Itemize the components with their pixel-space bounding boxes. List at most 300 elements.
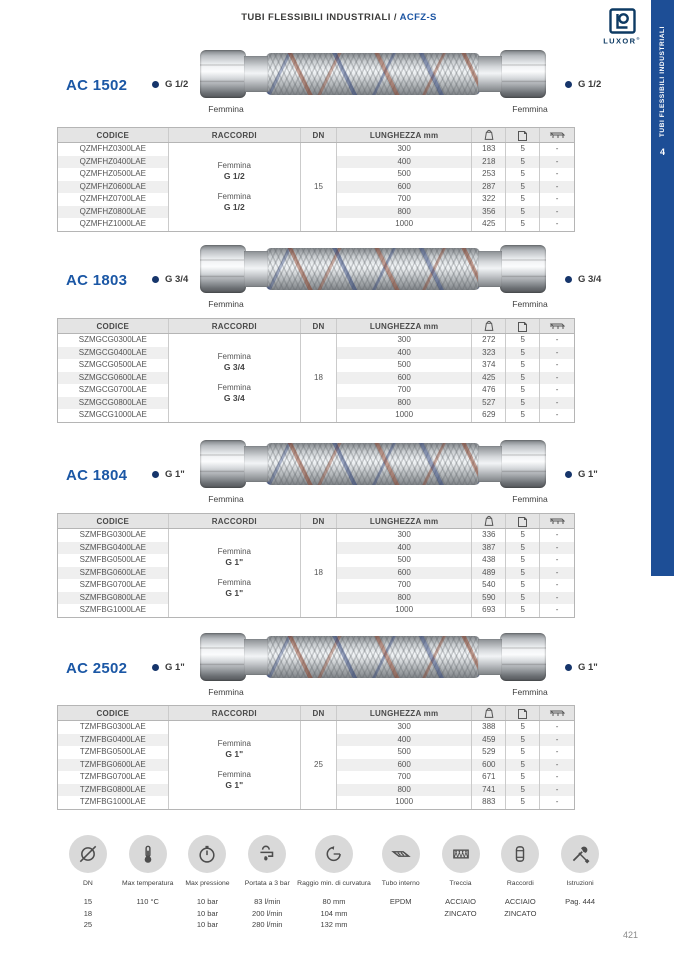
hose-left-collar [244, 56, 268, 92]
end-type-label-left: Femmina [208, 104, 244, 114]
raccordi-type: Femmina [217, 770, 251, 780]
col-header-codice: CODICE [96, 516, 130, 526]
confezione-cell: 5 [520, 605, 525, 614]
codice-cell: SZMFBG0700LAE [79, 580, 146, 589]
lunghezza-cell: 400 [337, 156, 471, 169]
spec-instructions: Istruzioni Pag. 444 [550, 835, 610, 931]
lunghezza-cell: 400 [337, 347, 471, 360]
hose-right-nut [500, 440, 546, 488]
dn-diameter-icon [69, 835, 107, 873]
lunghezza-cell: 300 [397, 144, 411, 153]
lunghezza-cell: 1000 [395, 219, 414, 228]
peso-cell: 438 [482, 555, 496, 564]
peso-cell: 323 [472, 347, 505, 360]
hose-product-image [200, 242, 546, 296]
fitting-size-label: G 3/4 [578, 274, 602, 285]
chapter-tab-label: TUBI FLESSIBILI INDUSTRIALI [659, 26, 666, 138]
pallet-cell: - [555, 722, 559, 731]
pallet-cell: - [540, 156, 574, 169]
codice-cell: TZMFBG1000LAE [79, 797, 146, 806]
raccordi-size: G 1" [225, 748, 244, 759]
pallet-cell: - [555, 219, 559, 228]
pallet-cell: - [555, 385, 559, 394]
registered-mark: ® [636, 36, 641, 41]
codice-cell: QZMFHZ0600LAE [58, 181, 168, 194]
col-header-lunghezza: LUNGHEZZA mm [336, 514, 471, 528]
raccordi-merged-cell [168, 529, 300, 617]
confezione-cell: 5 [506, 206, 539, 219]
hose-product-image [200, 437, 546, 491]
bullet-icon [152, 471, 159, 478]
pallet-cell: - [540, 759, 574, 772]
peso-cell: 527 [472, 397, 505, 410]
codice-cell: SZMGCG0300LAE [78, 335, 147, 344]
table-body [58, 143, 574, 231]
lunghezza-cell: 800 [337, 784, 471, 797]
hose-right-collar [478, 251, 502, 287]
end-type-label-left: Femmina [208, 687, 244, 697]
hose-left-nut [200, 440, 246, 488]
hose-left-collar [244, 446, 268, 482]
bullet-icon [565, 81, 572, 88]
flow-rate-icon [248, 835, 286, 873]
lunghezza-cell: 500 [397, 747, 411, 756]
col-header-codice: CODICE [96, 321, 130, 331]
confezione-cell: 5 [506, 734, 539, 747]
dn-merged-cell [300, 529, 336, 617]
peso-cell: 425 [472, 372, 505, 385]
col-header-raccordi: RACCORDI [168, 319, 300, 333]
package-quantity-icon [505, 706, 539, 720]
pallet-column [539, 721, 574, 809]
raccordi-block [218, 547, 251, 568]
raccordi-size: G 3/4 [223, 361, 245, 372]
raccordi-size: G 3/4 [223, 393, 245, 404]
hose-right-nut [500, 633, 546, 681]
raccordi-type: Femmina [217, 192, 251, 202]
end-type-label-right: Femmina [512, 687, 548, 697]
instructions-icon [561, 835, 599, 873]
left-fitting-spec [152, 662, 185, 673]
confezione-cell: 5 [506, 784, 539, 797]
spec-max-pressure: Max pressione 10 bar 10 bar 10 bar [178, 835, 238, 931]
raccordi-block [218, 739, 251, 760]
left-fitting-spec [152, 79, 188, 90]
dn-value: 18 [314, 568, 323, 578]
lunghezza-cell: 1000 [395, 410, 414, 419]
hose-braided-body [266, 636, 480, 678]
weight-grams-icon [471, 706, 505, 720]
raccordi-type: Femmina [217, 578, 251, 588]
raccordi-merged-cell [168, 721, 300, 809]
codice-cell: QZMFHZ1000LAE [79, 219, 146, 228]
col-header-raccordi: RACCORDI [168, 514, 300, 528]
codice-cell: TZMFBG0600LAE [58, 759, 168, 772]
pallet-cell: - [540, 347, 574, 360]
product-section-ac1804 [0, 437, 678, 507]
lunghezza-cell: 300 [397, 530, 411, 539]
lunghezza-cell: 500 [397, 169, 411, 178]
confezione-cell: 5 [520, 169, 525, 178]
peso-column [471, 721, 505, 809]
hose-right-nut [500, 50, 546, 98]
peso-cell: 388 [482, 722, 496, 731]
end-type-label-right: Femmina [512, 494, 548, 504]
hose-right-collar [478, 446, 502, 482]
hose-left-nut [200, 245, 246, 293]
raccordi-type: Femmina [217, 738, 251, 748]
codice-cell: SZMFBG0600LAE [58, 567, 168, 580]
peso-cell: 883 [482, 797, 496, 806]
raccordi-type: Femmina [217, 383, 251, 393]
codice-cell: SZMGCG0500LAE [78, 360, 147, 369]
peso-cell: 356 [472, 206, 505, 219]
col-header-lunghezza: LUNGHEZZA mm [336, 319, 471, 333]
raccordi-block [218, 352, 251, 373]
right-fitting-spec [565, 662, 598, 673]
bullet-icon [152, 276, 159, 283]
peso-cell: 253 [482, 169, 496, 178]
hose-right-collar [478, 56, 502, 92]
table-header-row [58, 706, 574, 721]
hose-right-nut [500, 245, 546, 293]
product-code: AC 1804 [66, 467, 128, 484]
codice-cell: QZMFHZ0500LAE [79, 169, 146, 178]
product-table-ac1502 [57, 127, 575, 232]
hose-product-image [200, 47, 546, 101]
package-quantity-icon [505, 128, 539, 142]
codice-cell: TZMFBG0400LAE [58, 734, 168, 747]
raccordi-merged-cell [168, 334, 300, 422]
confezione-cell: 5 [520, 772, 525, 781]
raccordi-size: G 1" [225, 780, 244, 791]
col-header-codice: CODICE [96, 708, 130, 718]
confezione-cell: 5 [520, 530, 525, 539]
peso-cell: 741 [472, 784, 505, 797]
pallet-cell: - [555, 605, 559, 614]
end-type-label-right: Femmina [512, 299, 548, 309]
hose-braided-body [266, 53, 480, 95]
col-header-lunghezza: LUNGHEZZA mm [336, 128, 471, 142]
confezione-cell: 5 [506, 759, 539, 772]
spec-inner-tube: Tubo interno EPDM [371, 835, 431, 931]
bullet-icon [565, 276, 572, 283]
spec-braid: Treccia ACCIAIO ZINCATO [431, 835, 491, 931]
col-header-dn: DN [300, 514, 336, 528]
peso-cell: 425 [482, 219, 496, 228]
fitting-size-label: G 1/2 [578, 79, 602, 90]
lunghezza-cell: 700 [397, 772, 411, 781]
product-section-ac1803 [0, 242, 678, 312]
codice-column [58, 334, 168, 422]
lunghezza-cell: 300 [397, 722, 411, 731]
peso-cell: 387 [472, 542, 505, 555]
pallet-cell: - [555, 144, 559, 153]
fitting-size-label: G 1" [578, 662, 598, 673]
peso-cell: 218 [472, 156, 505, 169]
hose-braided-body [266, 443, 480, 485]
peso-cell: 476 [482, 385, 496, 394]
lunghezza-column [336, 334, 471, 422]
codice-cell: SZMGCG0700LAE [78, 385, 147, 394]
confezione-column [505, 529, 539, 617]
lunghezza-cell: 800 [337, 592, 471, 605]
confezione-cell: 5 [520, 722, 525, 731]
peso-cell: 374 [482, 360, 496, 369]
fitting-size-label: G 3/4 [165, 274, 189, 285]
col-header-raccordi: RACCORDI [168, 128, 300, 142]
confezione-column [505, 143, 539, 231]
pallet-cell: - [540, 372, 574, 385]
dn-value: 15 [314, 182, 323, 192]
codice-cell: TZMFBG0700LAE [79, 772, 146, 781]
product-table-ac2502 [57, 705, 575, 810]
lunghezza-cell: 700 [397, 194, 411, 203]
peso-cell: 489 [472, 567, 505, 580]
pallet-cell: - [540, 397, 574, 410]
dn-value: 25 [314, 760, 323, 770]
col-header-dn: DN [300, 128, 336, 142]
peso-cell: 629 [482, 410, 496, 419]
codice-cell: SZMGCG1000LAE [78, 410, 147, 419]
brand-name: LUXOR® [603, 36, 641, 46]
page-title-series-code: ACFZ-S [399, 12, 437, 23]
table-body [58, 721, 574, 809]
technical-specs-strip [58, 835, 610, 931]
peso-column [471, 529, 505, 617]
peso-cell: 671 [482, 772, 496, 781]
pallet-cell: - [540, 592, 574, 605]
spec-bend-radius: Raggio min. di curvatura 80 mm 104 mm 132 mm [297, 835, 371, 931]
product-table-ac1804 [57, 513, 575, 618]
hose-braided-body [266, 248, 480, 290]
package-quantity-icon [505, 514, 539, 528]
fittings-icon [501, 835, 539, 873]
chapter-tab-number: 4 [659, 147, 665, 158]
lunghezza-cell: 600 [337, 567, 471, 580]
confezione-cell: 5 [520, 360, 525, 369]
codice-cell: QZMFHZ0300LAE [79, 144, 146, 153]
pallet-cell: - [540, 784, 574, 797]
confezione-cell: 5 [506, 567, 539, 580]
spec-flow-rate: Portata a 3 bar 83 l/min 200 l/min 280 l/min [237, 835, 297, 931]
peso-cell: 322 [482, 194, 496, 203]
peso-cell: 287 [472, 181, 505, 194]
codice-cell: QZMFHZ0700LAE [79, 194, 146, 203]
confezione-cell: 5 [520, 219, 525, 228]
pallet-cell: - [555, 797, 559, 806]
codice-cell: SZMGCG0400LAE [58, 347, 168, 360]
lunghezza-cell: 600 [337, 759, 471, 772]
table-header-row [58, 128, 574, 143]
product-code: AC 1502 [66, 77, 128, 94]
lunghezza-column [336, 721, 471, 809]
page-title-main: TUBI FLESSIBILI INDUSTRIALI / [241, 12, 397, 23]
max-pressure-icon [188, 835, 226, 873]
peso-cell: 183 [482, 144, 496, 153]
right-fitting-spec [565, 274, 601, 285]
product-code: AC 2502 [66, 660, 128, 677]
lunghezza-cell: 500 [397, 555, 411, 564]
table-header-row [58, 319, 574, 334]
table-body [58, 529, 574, 617]
pallet-cell: - [555, 410, 559, 419]
confezione-cell: 5 [506, 347, 539, 360]
pallet-cell: - [555, 360, 559, 369]
raccordi-block [218, 578, 251, 599]
raccordi-size: G 1/2 [223, 170, 245, 181]
brand-logo [600, 8, 644, 46]
right-fitting-spec [565, 79, 601, 90]
lunghezza-cell: 300 [397, 335, 411, 344]
codice-cell: SZMGCG0800LAE [58, 397, 168, 410]
pallet-cell: - [555, 169, 559, 178]
bullet-icon [152, 81, 159, 88]
lunghezza-cell: 500 [397, 360, 411, 369]
confezione-cell: 5 [520, 580, 525, 589]
pallet-cell: - [555, 530, 559, 539]
product-table-ac1803 [57, 318, 575, 423]
spec-dn: DN 15 18 25 [58, 835, 118, 931]
hose-left-nut [200, 633, 246, 681]
col-header-raccordi: RACCORDI [168, 706, 300, 720]
fitting-size-label: G 1" [165, 469, 185, 480]
lunghezza-cell: 1000 [395, 797, 414, 806]
codice-cell: TZMFBG0300LAE [79, 722, 146, 731]
spec-max-temperature: Max temperatura 110 °C [118, 835, 178, 931]
confezione-cell: 5 [520, 747, 525, 756]
codice-cell: TZMFBG0800LAE [58, 784, 168, 797]
lunghezza-cell: 400 [337, 734, 471, 747]
hose-left-collar [244, 251, 268, 287]
right-fitting-spec [565, 469, 598, 480]
weight-grams-icon [471, 514, 505, 528]
confezione-cell: 5 [520, 385, 525, 394]
bullet-icon [565, 664, 572, 671]
hose-right-collar [478, 639, 502, 675]
confezione-cell: 5 [506, 181, 539, 194]
lunghezza-cell: 800 [337, 397, 471, 410]
dn-merged-cell [300, 721, 336, 809]
raccordi-size: G 1" [225, 588, 244, 599]
page-title [0, 12, 678, 23]
pallet-icon [539, 128, 574, 142]
lunghezza-column [336, 529, 471, 617]
dn-value: 18 [314, 373, 323, 383]
pallet-icon [539, 706, 574, 720]
codice-cell: SZMFBG0500LAE [79, 555, 146, 564]
dn-merged-cell [300, 143, 336, 231]
codice-cell: SZMFBG0800LAE [58, 592, 168, 605]
confezione-cell: 5 [506, 372, 539, 385]
codice-column [58, 143, 168, 231]
braid-icon [442, 835, 480, 873]
pallet-cell: - [555, 580, 559, 589]
peso-cell: 336 [482, 530, 496, 539]
lunghezza-cell: 1000 [395, 605, 414, 614]
peso-cell: 590 [472, 592, 505, 605]
confezione-cell: 5 [506, 397, 539, 410]
pallet-cell: - [540, 542, 574, 555]
lunghezza-column [336, 143, 471, 231]
hose-left-collar [244, 639, 268, 675]
spec-fittings: Raccordi ACCIAIO ZINCATO [490, 835, 550, 931]
pallet-cell: - [555, 747, 559, 756]
raccordi-block [218, 770, 251, 791]
hose-left-nut [200, 50, 246, 98]
pallet-cell: - [555, 772, 559, 781]
pallet-cell: - [540, 206, 574, 219]
lunghezza-cell: 800 [337, 206, 471, 219]
confezione-column [505, 334, 539, 422]
confezione-cell: 5 [520, 194, 525, 203]
codice-column [58, 721, 168, 809]
confezione-cell: 5 [520, 410, 525, 419]
pallet-icon [539, 514, 574, 528]
table-body [58, 334, 574, 422]
peso-cell: 600 [472, 759, 505, 772]
dn-merged-cell [300, 334, 336, 422]
pallet-cell: - [540, 567, 574, 580]
codice-cell: QZMFHZ0800LAE [58, 206, 168, 219]
confezione-cell: 5 [520, 555, 525, 564]
col-header-codice: CODICE [96, 130, 130, 140]
end-type-label-right: Femmina [512, 104, 548, 114]
raccordi-block [218, 383, 251, 404]
luxor-monogram-icon [609, 8, 636, 34]
lunghezza-cell: 700 [397, 385, 411, 394]
fitting-size-label: G 1" [165, 662, 185, 673]
codice-cell: QZMFHZ0400LAE [58, 156, 168, 169]
codice-cell: SZMFBG0400LAE [58, 542, 168, 555]
pallet-icon [539, 319, 574, 333]
confezione-cell: 5 [520, 335, 525, 344]
product-code: AC 1803 [66, 272, 128, 289]
codice-cell: SZMGCG0600LAE [58, 372, 168, 385]
left-fitting-spec [152, 274, 188, 285]
bend-radius-icon [315, 835, 353, 873]
col-header-lunghezza: LUNGHEZZA mm [336, 706, 471, 720]
weight-grams-icon [471, 319, 505, 333]
confezione-cell: 5 [520, 797, 525, 806]
peso-cell: 540 [482, 580, 496, 589]
product-section-ac1502 [0, 47, 678, 117]
end-type-label-left: Femmina [208, 299, 244, 309]
confezione-cell: 5 [506, 156, 539, 169]
pallet-cell: - [540, 734, 574, 747]
fitting-size-label: G 1/2 [165, 79, 189, 90]
raccordi-type: Femmina [217, 546, 251, 556]
codice-cell: TZMFBG0500LAE [79, 747, 146, 756]
lunghezza-cell: 400 [337, 542, 471, 555]
weight-grams-icon [471, 128, 505, 142]
confezione-cell: 5 [506, 542, 539, 555]
pallet-cell: - [555, 555, 559, 564]
pallet-column [539, 143, 574, 231]
confezione-column [505, 721, 539, 809]
peso-column [471, 334, 505, 422]
end-type-label-left: Femmina [208, 494, 244, 504]
bullet-icon [152, 664, 159, 671]
raccordi-type: Femmina [217, 160, 251, 170]
raccordi-size: G 1/2 [223, 202, 245, 213]
page-number: 421 [622, 930, 638, 940]
pallet-column [539, 529, 574, 617]
raccordi-block [218, 161, 251, 182]
col-header-dn: DN [300, 706, 336, 720]
peso-cell: 529 [482, 747, 496, 756]
col-header-dn: DN [300, 319, 336, 333]
